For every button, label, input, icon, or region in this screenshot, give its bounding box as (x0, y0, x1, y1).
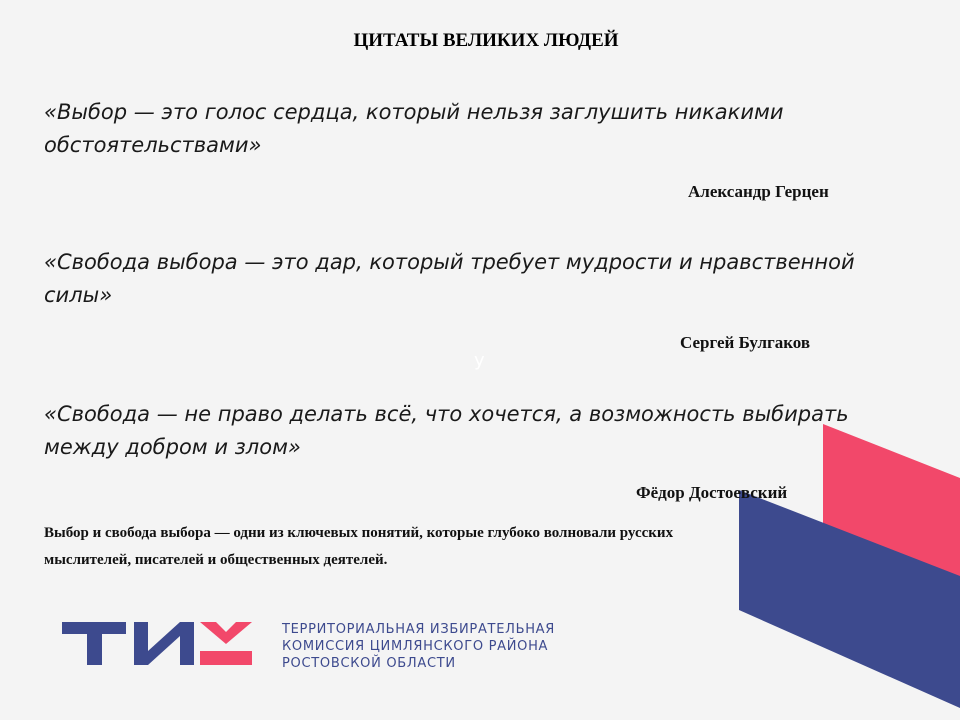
organization-name-line-1: ТЕРРИТОРИАЛЬНАЯ ИЗБИРАТЕЛЬНАЯ (282, 622, 556, 637)
summary-text: Выбор и свобода выбора — одни из ключевых понятий, которые глубоко волновали русских мыслителей, писателей и общественных деятелей. (44, 525, 674, 568)
stray-letter: у (474, 350, 485, 371)
organization-name-line-3: РОСТОВСКОЙ ОБЛАСТИ (282, 656, 456, 671)
quote-3-text: «Свобода — не право делать всё, что хочется, а возможность выбирать между добром и злом» (44, 402, 849, 459)
quote-3-author: Фёдор Достоевский (636, 483, 788, 502)
quote-2-author: Сергей Булгаков (680, 333, 811, 352)
organization-name-line-2: КОМИССИЯ ЦИМЛЯНСКОГО РАЙОНА (282, 639, 549, 654)
slide-title: ЦИТАТЫ ВЕЛИКИХ ЛЮДЕЙ (353, 30, 619, 51)
organization-name (282, 621, 555, 672)
quote-2-text: «Свобода выбора — это дар, который требует мудрости и нравственной силы» (44, 250, 855, 307)
quote-1-text: «Выбор — это голос сердца, который нельзя заглушить никакими обстоятельствами» (44, 100, 784, 157)
quote-1-author: Александр Герцен (688, 182, 829, 201)
tik-logo-icon (62, 618, 262, 670)
